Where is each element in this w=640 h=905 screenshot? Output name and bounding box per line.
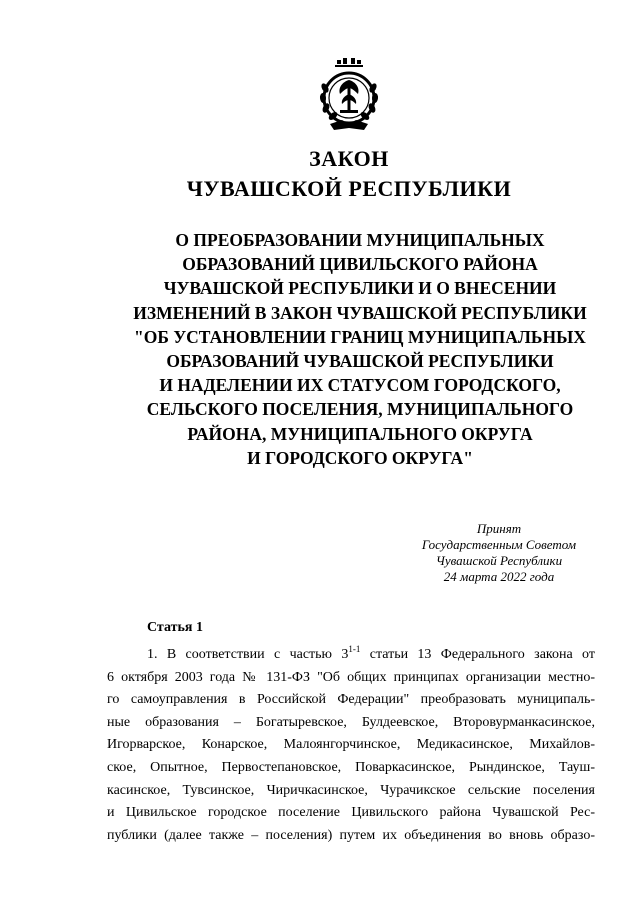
subject-line: И НАДЕЛЕНИИ ИХ СТАТУСОМ ГОРОДСКОГО, <box>159 375 561 396</box>
adoption-council: Государственным Советом <box>421 537 577 552</box>
adoption-block <box>380 521 618 585</box>
subject-line: И ГОРОДСКОГО ОКРУГА" <box>247 447 473 468</box>
subject-line: ЧУВАШСКОЙ РЕСПУБЛИКИ И О ВНЕСЕНИИ <box>163 278 557 299</box>
article-line: 6 октября 2003 года № 131-ФЗ "Об общих принципах организации местно- <box>107 669 595 685</box>
subject-line: ИЗМЕНЕНИЙ В ЗАКОН ЧУВАШСКОЙ РЕСПУБЛИКИ <box>133 302 587 323</box>
subject-line: СЕЛЬСКОГО ПОСЕЛЕНИЯ, МУНИЦИПАЛЬНОГО <box>146 399 574 420</box>
law-title: ЗАКОН <box>309 146 389 171</box>
article-first-line <box>107 644 595 667</box>
chuvash-coat-of-arms-icon <box>316 58 382 134</box>
article-line: го самоуправления в Российской Федерации" преобразовать муниципаль- <box>107 692 595 708</box>
law-republic: ЧУВАШСКОЙ РЕСПУБЛИКИ <box>186 176 512 201</box>
subject-line: "ОБ УСТАНОВЛЕНИИ ГРАНИЦ МУНИЦИПАЛЬНЫХ <box>134 326 586 347</box>
article-line: Игорварское, Конарское, Малоянгорчинское, Медикасинское, Михайлов- <box>107 737 595 753</box>
adoption-date: 24 марта 2022 года <box>443 569 555 584</box>
article-part-superscript: 1-1 <box>348 644 361 654</box>
article-line: и Цивильское городское поселение Цивильского района Чувашской Рес- <box>107 805 595 821</box>
subject-line: РАЙОНА, МУНИЦИПАЛЬНОГО ОКРУГА <box>187 423 533 444</box>
adoption-accepted: Принят <box>476 521 522 536</box>
article-line: касинское, Тувсинское, Чиричкасинское, Чурачикское сельские поселения <box>107 782 595 798</box>
article-line: ское, Опытное, Первостепановское, Поваркасинское, Рындинское, Тауш- <box>107 759 595 775</box>
subject-line: ОБРАЗОВАНИЙ ЧУВАШСКОЙ РЕСПУБЛИКИ <box>166 351 554 372</box>
article-line: ные образования – Богатыревское, Булдеевское, Второвурманкасинское, <box>107 714 595 730</box>
article-line: публики (далее также – поселения) путем их объединения во вновь образо- <box>107 827 595 843</box>
law-subject <box>95 228 625 470</box>
article-heading: Статья 1 <box>147 620 203 635</box>
subject-line: О ПРЕОБРАЗОВАНИИ МУНИЦИПАЛЬНЫХ <box>175 230 545 250</box>
article-first-line-end: статьи 13 Федерального закона от <box>360 647 595 662</box>
article-body <box>107 644 595 847</box>
subject-line: ОБРАЗОВАНИЙ ЦИВИЛЬСКОГО РАЙОНА <box>182 254 538 275</box>
article-first-line-start: 1. В соответствии с частью 3 <box>147 647 349 662</box>
adoption-republic: Чувашской Республики <box>435 553 563 568</box>
